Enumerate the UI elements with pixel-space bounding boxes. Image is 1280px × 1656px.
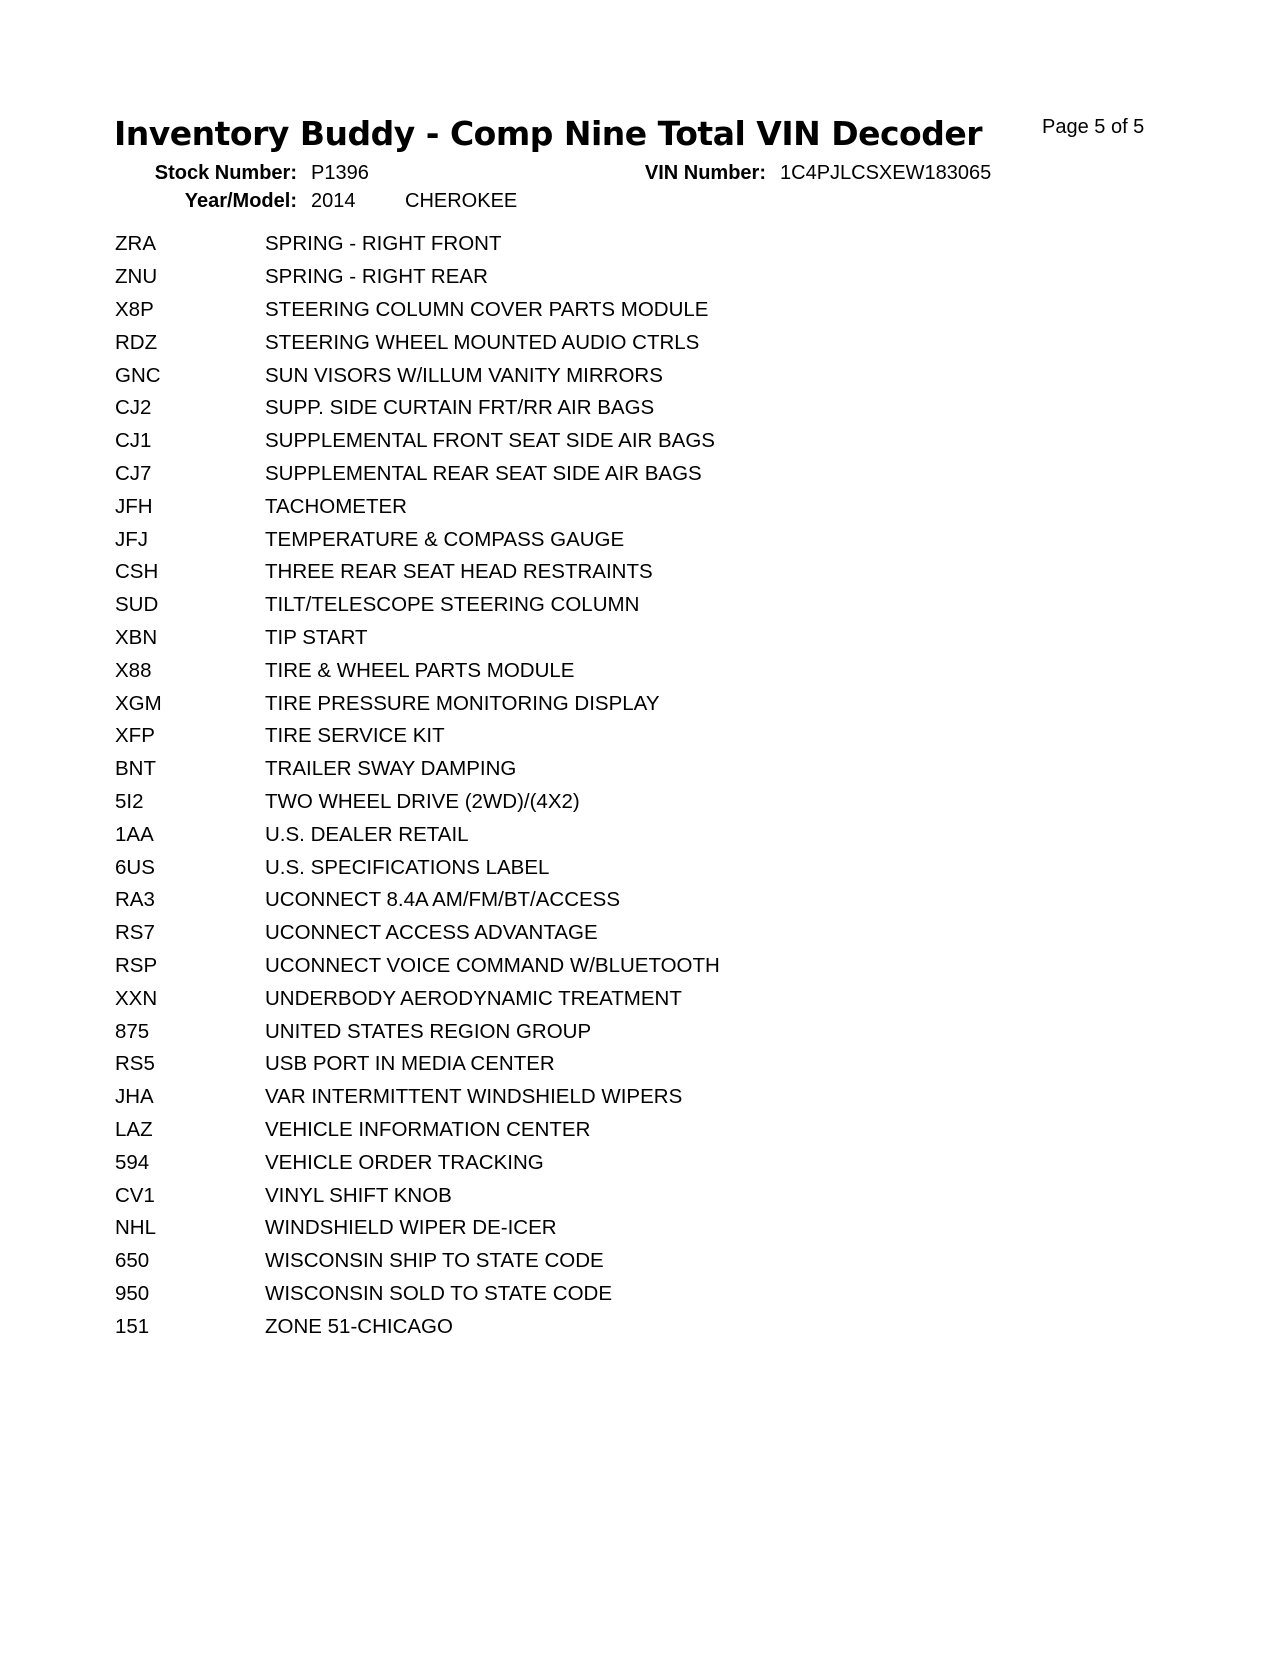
option-code: 650	[115, 1249, 150, 1273]
option-description: UNITED STATES REGION GROUP	[265, 1019, 592, 1043]
option-description: VAR INTERMITTENT WINDSHIELD WIPERS	[265, 1085, 683, 1109]
option-list	[115, 228, 720, 1343]
option-row	[115, 228, 720, 261]
option-row	[115, 326, 720, 359]
option-code: 594	[115, 1150, 150, 1174]
option-row	[115, 1310, 720, 1343]
option-description: VEHICLE ORDER TRACKING	[265, 1150, 544, 1174]
option-code: CJ1	[115, 429, 152, 453]
option-row	[115, 589, 720, 622]
option-code: RS5	[115, 1052, 155, 1076]
option-row	[115, 523, 720, 556]
option-row	[115, 392, 720, 425]
report-title: Inventory Buddy - Comp Nine Total VIN Decoder	[114, 114, 982, 153]
option-row	[115, 818, 720, 851]
option-description: SPRING - RIGHT REAR	[265, 265, 488, 289]
option-row	[115, 425, 720, 458]
option-description: WISCONSIN SOLD TO STATE CODE	[265, 1281, 613, 1305]
year-value: 2014	[311, 190, 356, 212]
option-row	[115, 1114, 720, 1147]
option-description: SUPPLEMENTAL REAR SEAT SIDE AIR BAGS	[265, 461, 702, 485]
option-code: CSH	[115, 560, 159, 584]
option-row	[115, 753, 720, 786]
option-code: BNT	[115, 757, 156, 781]
option-row	[115, 261, 720, 294]
option-description: TIRE & WHEEL PARTS MODULE	[265, 658, 575, 682]
option-description: VINYL SHIFT KNOB	[265, 1183, 452, 1207]
option-row	[115, 622, 720, 655]
option-row	[115, 1146, 720, 1179]
option-row	[115, 917, 720, 950]
option-row	[115, 884, 720, 917]
option-code: JHA	[115, 1085, 154, 1109]
option-description: STEERING WHEEL MOUNTED AUDIO CTRLS	[265, 330, 700, 354]
option-description: ZONE 51-CHICAGO	[265, 1314, 453, 1338]
option-description: UCONNECT VOICE COMMAND W/BLUETOOTH	[265, 953, 720, 977]
vin-number-label: VIN Number:	[644, 162, 766, 184]
page-number: Page 5 of 5	[1042, 116, 1145, 138]
option-code: LAZ	[115, 1117, 153, 1141]
option-description: TEMPERATURE & COMPASS GAUGE	[265, 527, 625, 551]
option-description: TRAILER SWAY DAMPING	[265, 757, 517, 781]
option-code: JFJ	[115, 527, 149, 551]
option-row	[115, 1179, 720, 1212]
option-row	[115, 458, 720, 491]
option-code: XXN	[115, 986, 158, 1010]
option-row	[115, 851, 720, 884]
option-code: CV1	[115, 1183, 155, 1207]
option-description: TIRE PRESSURE MONITORING DISPLAY	[265, 691, 660, 715]
option-row	[115, 786, 720, 819]
option-code: ZRA	[115, 232, 156, 256]
option-description: VEHICLE INFORMATION CENTER	[265, 1117, 591, 1141]
option-code: XGM	[115, 691, 162, 715]
option-row	[115, 1048, 720, 1081]
option-row	[115, 556, 720, 589]
option-description: U.S. DEALER RETAIL	[265, 822, 469, 846]
option-description: TILT/TELESCOPE STEERING COLUMN	[265, 593, 640, 617]
option-row	[115, 1081, 720, 1114]
option-code: 6US	[115, 855, 155, 879]
option-description: USB PORT IN MEDIA CENTER	[265, 1052, 555, 1076]
stock-number-value: P1396	[311, 162, 369, 184]
option-description: U.S. SPECIFICATIONS LABEL	[265, 855, 550, 879]
option-row	[115, 1015, 720, 1048]
option-code: X88	[115, 658, 152, 682]
option-code: RDZ	[115, 330, 158, 354]
option-code: CJ2	[115, 396, 152, 420]
option-code: 1AA	[115, 822, 154, 846]
option-description: UCONNECT 8.4A AM/FM/BT/ACCESS	[265, 888, 621, 912]
option-code: RSP	[115, 953, 158, 977]
option-code: ZNU	[115, 265, 158, 289]
option-code: JFH	[115, 494, 153, 518]
option-code: RA3	[115, 888, 155, 912]
option-row	[115, 1212, 720, 1245]
option-code: SUD	[115, 593, 159, 617]
option-description: TIRE SERVICE KIT	[265, 724, 445, 748]
option-code: GNC	[115, 363, 161, 387]
option-description: SUPPLEMENTAL FRONT SEAT SIDE AIR BAGS	[265, 429, 715, 453]
option-row	[115, 1278, 720, 1311]
option-description: SPRING - RIGHT FRONT	[265, 232, 502, 256]
option-description: SUPP. SIDE CURTAIN FRT/RR AIR BAGS	[265, 396, 655, 420]
vin-number-value: 1C4PJLCSXEW183065	[780, 162, 992, 184]
option-description: TWO WHEEL DRIVE (2WD)/(4X2)	[265, 789, 580, 813]
option-description: WINDSHIELD WIPER DE-ICER	[265, 1216, 557, 1240]
option-row	[115, 982, 720, 1015]
option-row	[115, 950, 720, 983]
option-row	[115, 654, 720, 687]
option-description: TIP START	[265, 625, 368, 649]
option-row	[115, 720, 720, 753]
option-description: UCONNECT ACCESS ADVANTAGE	[265, 921, 598, 945]
option-description: WISCONSIN SHIP TO STATE CODE	[265, 1249, 604, 1273]
option-description: THREE REAR SEAT HEAD RESTRAINTS	[265, 560, 653, 584]
option-description: SUN VISORS W/ILLUM VANITY MIRRORS	[265, 363, 663, 387]
option-row	[115, 359, 720, 392]
option-description: STEERING COLUMN COVER PARTS MODULE	[265, 297, 709, 321]
option-description: TACHOMETER	[265, 494, 407, 518]
option-code: NHL	[115, 1216, 157, 1240]
option-code: 950	[115, 1281, 150, 1305]
option-row	[115, 1245, 720, 1278]
year-model-label: Year/Model:	[184, 190, 297, 212]
option-code: 151	[115, 1314, 150, 1338]
option-code: RS7	[115, 921, 155, 945]
option-row	[115, 490, 720, 523]
option-row	[115, 294, 720, 327]
option-code: CJ7	[115, 461, 152, 485]
option-code: 5I2	[115, 789, 144, 813]
stock-number-label: Stock Number:	[154, 162, 297, 184]
model-value: CHEROKEE	[405, 190, 518, 212]
option-description: UNDERBODY AERODYNAMIC TREATMENT	[265, 986, 682, 1010]
option-code: X8P	[115, 297, 154, 321]
option-code: XBN	[115, 625, 158, 649]
option-code: XFP	[115, 724, 155, 748]
option-code: 875	[115, 1019, 150, 1043]
option-row	[115, 687, 720, 720]
